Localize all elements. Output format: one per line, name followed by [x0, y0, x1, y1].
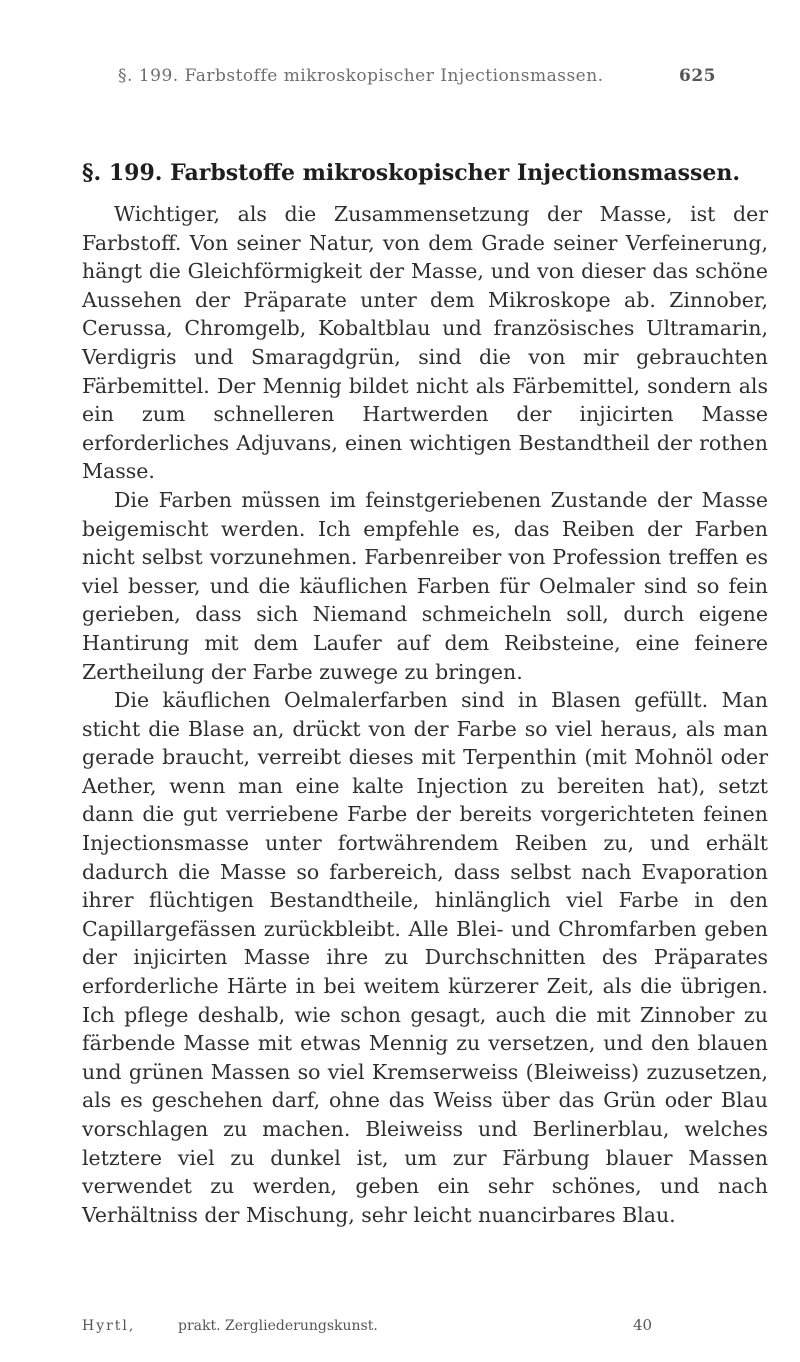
page-footer — [82, 1318, 682, 1338]
paragraph-reiben: Die Farben müssen im feinstgeriebenen Zustande der Masse beigemischt werden. Ich empfehle es, das Reiben der Farben nicht selbst vorzunehmen. Farbenreiber von Profession treffen es viel besser, und die käuflichen Farben für Oelmaler sind so fein gerieben, dass sich Niemand schmeicheln soll, durch eigene Hantirung mit dem Laufer auf dem Reibsteine, eine feinere Zertheilung der Farbe zuwege zu bringen. — [82, 487, 768, 684]
footer-author: Hyrtl, — [82, 1318, 136, 1334]
page-number: 625 — [679, 66, 716, 86]
body-text — [82, 200, 768, 1229]
signature-mark: 40 — [633, 1316, 653, 1334]
running-head-title: §. 199. Farbstoffe mikroskopischer Injectionsmassen. — [118, 66, 604, 86]
running-head — [118, 66, 716, 90]
paragraph-farbstoff: Wichtiger, als die Zusammensetzung der Masse, ist der Farbstoff. Von seiner Natur, von dem Grade seiner Verfeinerung, hängt die Gleichförmigkeit der Masse, und von dieser das schöne Aussehen der Präparate unter dem Mikroskope ab. Zinnober, Cerussa, Chromgelb, Kobaltblau und französisches Ultramarin, Verdigris und Smaragdgrün, sind die von mir gebrauchten Färbemittel. Der Mennig bildet nicht als Färbemittel, sondern als ein zum schnelleren Hartwerden der injicirten Masse erforderliches Adjuvans, einen wichtigen Bestandtheil der rothen Masse. — [82, 202, 768, 484]
footer-work-title: prakt. Zergliederungskunst. — [178, 1318, 378, 1334]
section-heading: §. 199. Farbstoffe mikroskopischer Injectionsmassen. — [82, 160, 741, 186]
paragraph-oelmalerfarben: Die käuflichen Oelmalerfarben sind in Blasen gefüllt. Man sticht die Blase an, drückt von der Farbe so viel heraus, als man gerade braucht, verreibt dieses mit Terpenthin (mit Mohnöl oder Aether, wenn man eine kalte Injection zu bereiten hat), setzt dann die gut verriebene Farbe der bereits vorgerichteten feinen Injectionsmasse unter fortwährendem Reiben zu, und erhält dadurch die Masse so farbereich, dass selbst nach Evaporation ihrer flüchtigen Bestandtheile, hinlänglich viel Farbe in den Capillargefässen zurückbleibt. Alle Blei- und Chromfarben geben der injicirten Masse ihre zu Durchschnitten des Präparates erforderliche Härte in bei weitem kürzerer Zeit, als die übrigen. Ich pflege deshalb, wie schon gesagt, auch die mit Zinnober zu färbende Masse mit etwas Mennig zu versetzen, und den blauen und grünen Massen so viel Kremserweiss (Bleiweiss) zuzusetzen, als es geschehen darf, ohne das Weiss über das Grün oder Blau vorschlagen zu machen. Bleiweiss und Berlinerblau, welches letztere viel zu dunkel ist, um zur Färbung blauer Massen verwendet zu werden, geben ein sehr schönes, und nach Verhältniss der Mischung, sehr leicht nuancirbares Blau. — [82, 688, 768, 1227]
